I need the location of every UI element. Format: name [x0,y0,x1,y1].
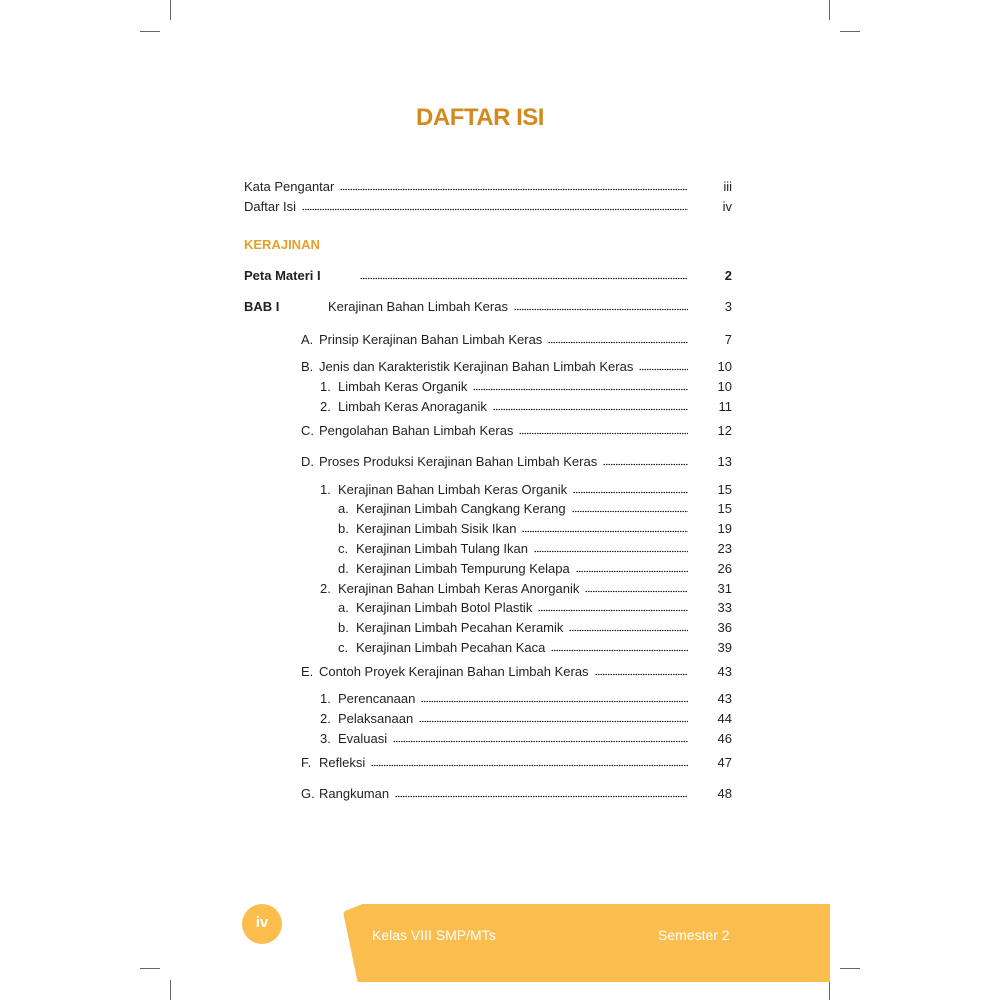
toc-entry-number: F. [301,755,312,770]
leader-dots [371,764,688,767]
leader-dots [519,432,688,435]
toc-entry-number: c. [338,640,349,655]
toc-entry-label: Kerajinan Limbah Tulang Ikan [356,541,529,556]
leader-dots [585,590,688,593]
toc-entry[interactable] [320,379,732,395]
toc-entry-page: iv [722,199,732,214]
toc-entry-page: 10 [717,359,732,374]
toc-entry-number: 2. [320,399,331,414]
toc-entry-page: 2 [724,268,732,283]
toc-entry-number: D. [301,454,314,469]
footer-semester-label: Semester 2 [658,927,730,943]
toc-entry-number: C. [301,423,314,438]
footer-bar [343,904,830,982]
toc-entry[interactable] [301,755,732,771]
crop-mark [140,968,160,969]
crop-mark [840,968,860,969]
toc-entry-number: 1. [320,691,331,706]
toc-entry[interactable] [301,423,732,439]
leader-dots [551,649,688,652]
toc-entry[interactable] [338,600,732,616]
toc-entry-number: E. [301,664,314,679]
toc-entry-label: Prinsip Kerajinan Bahan Limbah Keras [319,332,543,347]
footer-class-label: Kelas VIII SMP/MTs [372,927,496,943]
leader-dots [522,530,688,533]
toc-entry-label: Evaluasi [338,731,388,746]
leader-dots [514,308,688,311]
toc-entry-label: Pelaksanaan [338,711,414,726]
toc-entry-number: 3. [320,731,331,746]
toc-entry-label: Kerajinan Bahan Limbah Keras Organik [338,482,568,497]
leader-dots [573,491,688,494]
toc-entry[interactable] [338,640,732,656]
toc-entry[interactable] [320,691,732,707]
toc-entry-number: c. [338,541,349,556]
toc-entry-number: 1. [320,379,331,394]
crop-mark [829,980,830,1000]
toc-entry-number: B. [301,359,314,374]
toc-entry[interactable] [338,541,732,557]
crop-mark [840,31,860,32]
toc-entry-label: Rangkuman [319,786,390,801]
bab-number: BAB I [244,299,280,314]
toc-entry-label: Kata Pengantar [244,179,335,194]
leader-dots [419,720,688,723]
toc-entry[interactable] [320,581,732,597]
toc-entry-page: 12 [717,423,732,438]
toc-entry-label: Kerajinan Limbah Botol Plastik [356,600,533,615]
toc-entry-label: Proses Produksi Kerajinan Bahan Limbah Keras [319,454,598,469]
toc-entry-page: 43 [717,691,732,706]
crop-mark [140,31,160,32]
leader-dots [473,388,688,391]
toc-entry[interactable] [320,399,732,415]
toc-entry-number: b. [338,521,349,536]
toc-entry-page: 23 [717,541,732,556]
toc-entry-label: Kerajinan Limbah Pecahan Kaca [356,640,546,655]
leader-dots [395,795,688,798]
toc-entry[interactable] [320,482,732,498]
leader-dots [548,341,688,344]
toc-entry-page: 46 [717,731,732,746]
crop-mark [170,0,171,20]
toc-entry-label: Kerajinan Limbah Pecahan Keramik [356,620,564,635]
toc-entry-label: Peta Materi I [244,268,321,283]
toc-entry[interactable] [244,179,732,195]
toc-entry-page: 36 [717,620,732,635]
toc-entry-number: a. [338,600,349,615]
toc-entry-label: Daftar Isi [244,199,297,214]
toc-entry-number: a. [338,501,349,516]
leader-dots [595,673,688,676]
toc-entry[interactable] [301,454,732,470]
toc-entry-number: 2. [320,711,331,726]
leader-dots [360,277,688,280]
section-heading: KERAJINAN [244,237,320,252]
toc-entry-page: 11 [718,399,732,414]
toc-entry-page: 13 [717,454,732,469]
toc-entry-label: Limbah Keras Organik [338,379,468,394]
toc-entry-label: Contoh Proyek Kerajinan Bahan Limbah Keras [319,664,589,679]
leader-dots [569,629,688,632]
toc-entry-number: d. [338,561,349,576]
toc-entry-label: Jenis dan Karakteristik Kerajinan Bahan Limbah Keras [319,359,634,374]
toc-entry-number: b. [338,620,349,635]
toc-entry-page: 43 [717,664,732,679]
crop-mark [170,980,171,1000]
toc-entry-page: 44 [717,711,732,726]
toc-entry-number: G. [301,786,315,801]
toc-entry-page: 26 [717,561,732,576]
toc-entry-label: Kerajinan Limbah Sisik Ikan [356,521,517,536]
toc-entry-page: 7 [724,332,732,347]
leader-dots [603,463,688,466]
toc-entry-peta[interactable] [244,268,732,284]
leader-dots [302,208,688,211]
toc-entry-page: 31 [717,581,732,596]
toc-entry-label: Limbah Keras Anoraganik [338,399,487,414]
toc-entry[interactable] [338,620,732,636]
toc-entry[interactable] [338,501,732,517]
page-title: DAFTAR ISI [416,104,544,131]
toc-entry-label: Kerajinan Bahan Limbah Keras Anorganik [338,581,580,596]
toc-entry-page: 3 [724,299,732,314]
leader-dots [576,570,688,573]
toc-entry[interactable] [301,786,732,802]
toc-entry-bab[interactable] [244,299,732,315]
toc-entry[interactable] [320,731,732,747]
toc-entry-label: Refleksi [319,755,366,770]
toc-entry-page: 33 [717,600,732,615]
toc-entry-label: Pengolahan Bahan Limbah Keras [319,423,514,438]
toc-entry[interactable] [301,664,732,680]
leader-dots [538,609,688,612]
leader-dots [534,550,688,553]
leader-dots [421,700,688,703]
toc-entry-number: A. [301,332,314,347]
toc-entry[interactable] [301,359,732,375]
toc-entry-label: Kerajinan Limbah Tempurung Kelapa [356,561,570,576]
toc-entry-label: Kerajinan Bahan Limbah Keras [328,299,508,314]
leader-dots [639,368,688,371]
toc-entry-page: 15 [717,482,732,497]
toc-entry[interactable] [320,711,732,727]
leader-dots [393,740,688,743]
toc-entry-page: 19 [717,521,732,536]
toc-entry-page: 39 [717,640,732,655]
leader-dots [493,408,688,411]
leader-dots [340,188,688,191]
crop-mark [829,0,830,20]
page-number-badge: iv [242,904,282,944]
toc-entry-page: 48 [717,786,732,801]
toc-entry-page: 15 [717,501,732,516]
toc-entry-page: 10 [717,379,732,394]
leader-dots [572,510,688,513]
toc-entry-number: 1. [320,482,331,497]
toc-entry[interactable] [338,561,732,577]
toc-entry[interactable] [338,521,732,537]
toc-entry-label: Perencanaan [338,691,416,706]
toc-entry-page: iii [723,179,732,194]
toc-entry[interactable] [301,332,732,348]
toc-entry-number: 2. [320,581,331,596]
toc-entry[interactable] [244,199,732,215]
toc-entry-label: Kerajinan Limbah Cangkang Kerang [356,501,566,516]
toc-entry-page: 47 [717,755,732,770]
